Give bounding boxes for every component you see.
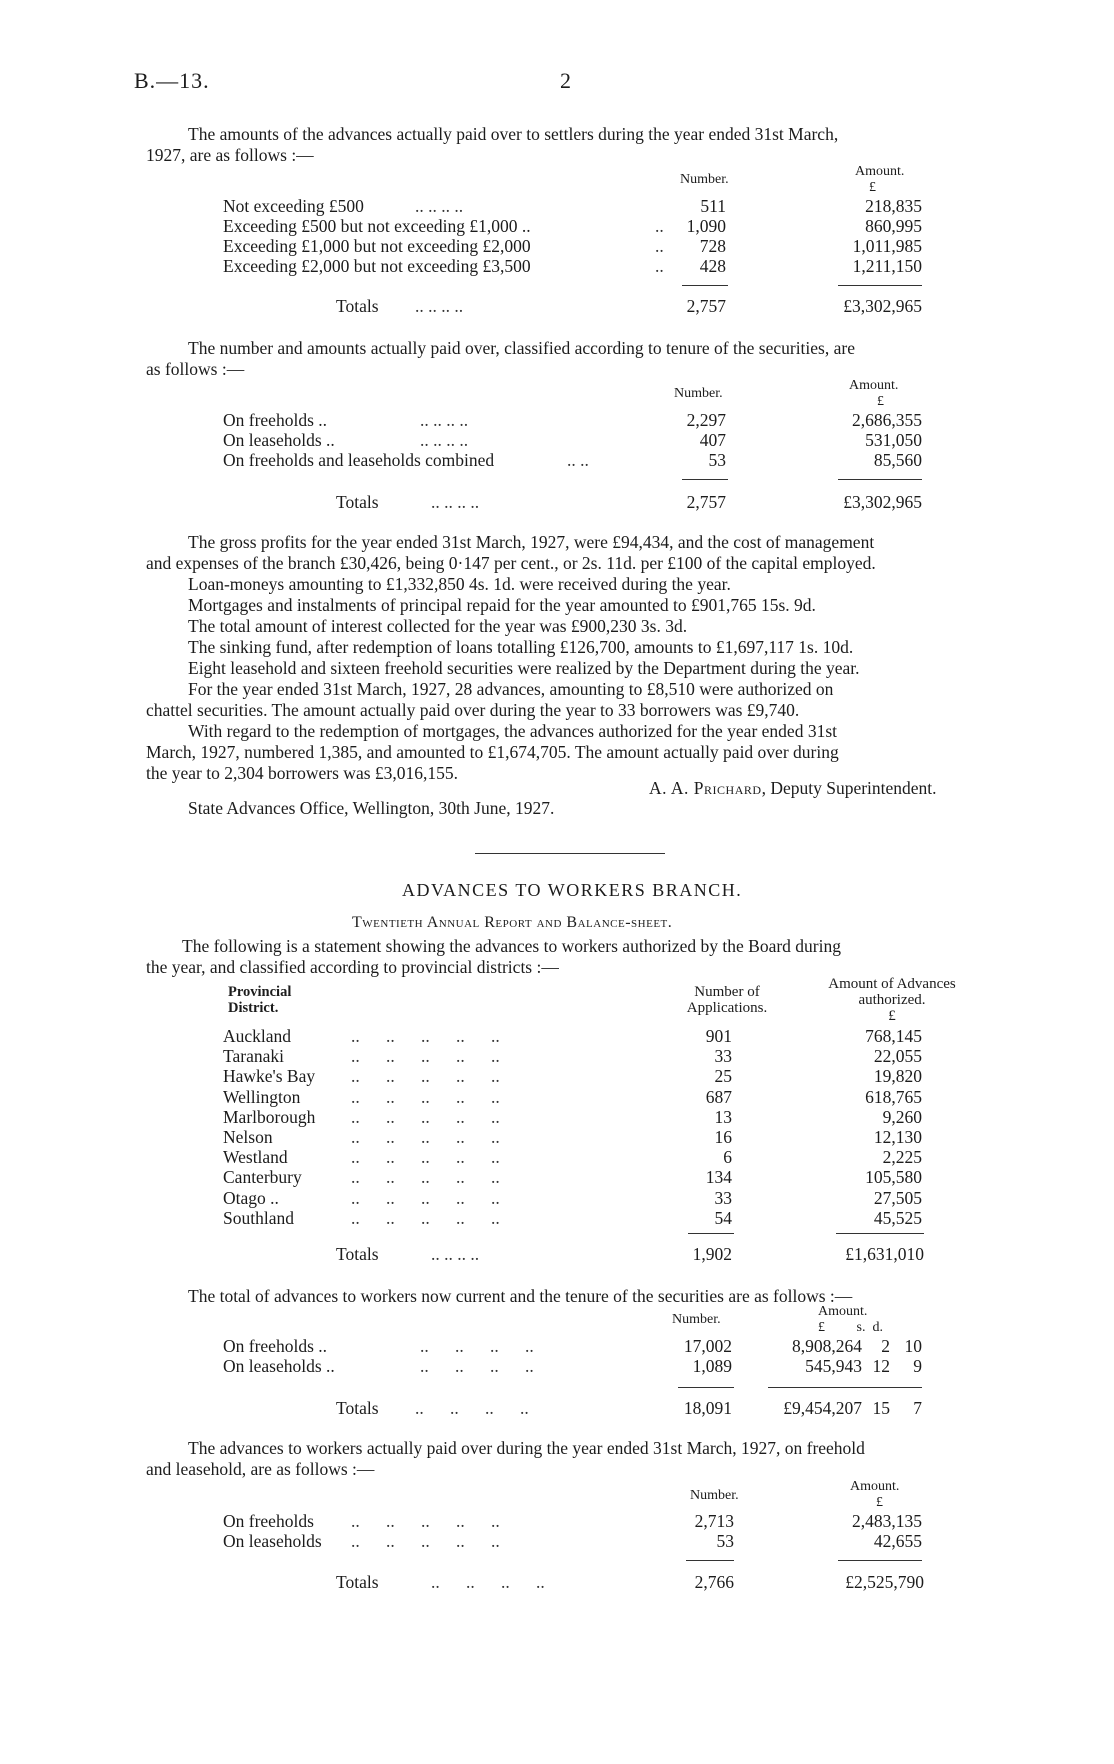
table-cell-number: 53 [708, 450, 726, 470]
leader-dots: .. .. .. .. .. [351, 1147, 500, 1167]
leader-dots: .. .. .. .. .. [351, 1511, 500, 1531]
totals-number: 2,757 [686, 492, 726, 512]
totals-amount: £1,631,010 [845, 1244, 924, 1264]
table-cell-amount: 768,145 [865, 1026, 922, 1046]
table-cell-number: 407 [699, 430, 726, 450]
totals-rule [838, 479, 922, 480]
table-cell-pence: 9 [913, 1356, 922, 1376]
report-paragraphs: The gross profits for the year ended 31st March, 1927, were £94,434, and the cost of management and expenses of the branch £30,426, being 0·147 per cent., or 2s. 11d. per £100 of the capital employed. Loan-moneys amounting to £1,332,850 4s. 1d. were received during the year. Mortgages and instalments of principal repaid for the year amounted to £901,765 15s. 9d. The total amount of interest collected for the year was £900,230 3s. 3d. The sinking fund, after redemption of loans totalling £126,700, amounts to £1,697,117 1s. 10d. Eight leasehold and sixteen freehold securities were realized by the Department during the year. For the year ended 31st March, 1927, 28 advances, amounting to £8,510 were authorized on chattel securities. The amount actually paid over during the year to 33 borrowers was £9,740. With regard to the redemption of mortgages, the advances authorized for the year ended 31st March, 1927, numbered 1,385, and amounted to £1,674,705. The amount actually paid over during the year to 2,304 borrowers was £3,016,155. [146, 532, 876, 783]
table-cell-amount: 218,835 [865, 196, 922, 216]
table-row-label: On freeholds .. [223, 410, 328, 430]
table-cell-amount: 42,655 [873, 1531, 922, 1551]
table-row-district: Taranaki [223, 1046, 284, 1066]
leader-dots: .. .. .. .. .. [351, 1066, 500, 1086]
table-row-district: Otago .. [223, 1188, 279, 1208]
leader-dots: .. .. .. .. [415, 296, 464, 316]
table-cell-amount: 12,130 [873, 1127, 922, 1147]
totals-number: 18,091 [683, 1398, 732, 1418]
leader-dots: .. [655, 236, 664, 256]
totals-rule [688, 1233, 734, 1234]
totals-rule [838, 285, 922, 286]
col-header-amount: Amount. [855, 164, 905, 179]
table-cell-number: 25 [714, 1066, 732, 1086]
col-header-amount: Amount. [849, 378, 899, 393]
leader-dots: .. .. [567, 450, 589, 470]
table-cell-shillings: 12 [872, 1356, 890, 1376]
table-cell-amount: 9,260 [882, 1107, 922, 1127]
table-cell-amount: 1,011,985 [852, 236, 922, 256]
table-cell-shillings: 2 [881, 1336, 890, 1356]
leader-dots: .. .. .. .. .. [351, 1188, 500, 1208]
col-header-number: Number. [672, 1312, 721, 1327]
table-cell-number: 13 [714, 1107, 732, 1127]
table-row-label: On freeholds .. [223, 1336, 328, 1356]
col-header-amount: Amount. [818, 1304, 868, 1319]
table-row-label: On leaseholds [223, 1531, 322, 1551]
table-cell-number: 17,002 [683, 1336, 732, 1356]
totals-amount: £2,525,790 [845, 1572, 924, 1592]
table-cell-number: 134 [705, 1167, 732, 1187]
signatory-name: A. A. Prichard [649, 778, 762, 798]
totals-shillings: 15 [872, 1398, 890, 1418]
totals-rule [768, 1387, 922, 1388]
leader-dots: .. .. .. .. .. [351, 1127, 500, 1147]
table-cell-amount: 19,820 [873, 1066, 922, 1086]
table-cell-number: 901 [705, 1026, 732, 1046]
leader-dots: .. .. .. .. .. [351, 1107, 500, 1127]
table-row-district: Auckland [223, 1026, 292, 1046]
leader-dots: .. .. .. .. [420, 430, 469, 450]
page-number: 2 [560, 68, 571, 93]
col-header-district: Provincial District. [228, 984, 292, 1016]
table-row-label: On leaseholds .. [223, 430, 335, 450]
leader-dots: .. [655, 216, 664, 236]
table-cell-amount: 45,525 [873, 1208, 922, 1228]
leader-dots: .. .. .. .. .. [351, 1046, 500, 1066]
table-cell-number: 511 [700, 196, 726, 216]
totals-amount: £3,302,965 [843, 296, 922, 316]
table-cell-amount: 860,995 [865, 216, 922, 236]
col-header-currency: £ [877, 394, 884, 409]
totals-label: Totals [336, 1398, 379, 1418]
table-cell-amount: 2,225 [882, 1147, 922, 1167]
totals-number: 2,757 [686, 296, 726, 316]
col-header-amount: Amount. [850, 1479, 900, 1494]
table-row-district: Nelson [223, 1127, 273, 1147]
col-header-number: Number. [674, 386, 723, 401]
signature [649, 778, 937, 799]
section1-intro: The amounts of the advances actually paid over to settlers during the year ended 31st March, 1927, are as follows :— [146, 124, 839, 165]
col-header-number: Number. [690, 1488, 739, 1503]
leader-dots: .. .. .. .. [431, 1244, 480, 1264]
table-cell-number: 2,297 [686, 410, 726, 430]
totals-number: 2,766 [694, 1572, 734, 1592]
table-cell-amount: 85,560 [873, 450, 922, 470]
table-cell-number: 16 [714, 1127, 732, 1147]
signatory-title: , Deputy Superintendent. [761, 778, 937, 798]
table-cell-number: 33 [714, 1046, 732, 1066]
table-cell-pounds: 8,908,264 [792, 1336, 862, 1356]
workers-intro: The following is a statement showing the advances to workers authorized by the Board during the year, and classified according to provincial districts :— [146, 936, 842, 977]
table-cell-amount: 2,686,355 [852, 410, 922, 430]
table-row-district: Hawke's Bay [223, 1066, 316, 1086]
table-row-district: Wellington [223, 1087, 301, 1107]
col-header-currency: £ [869, 180, 876, 195]
section-title: ADVANCES TO WORKERS BRANCH. [402, 880, 743, 900]
section2-intro: The number and amounts actually paid over, classified according to tenure of the securities, are as follows :— [146, 338, 855, 379]
paid-intro: The advances to workers actually paid over during the year ended 31st March, 1927, on freehold and leasehold, are as follows :— [146, 1438, 865, 1479]
leader-dots: .. .. .. .. [431, 492, 480, 512]
table-row-label: Exceeding £500 but not exceeding £1,000 .. [223, 216, 531, 236]
table-row-label: On freeholds [223, 1511, 314, 1531]
totals-pounds: £9,454,207 [783, 1398, 862, 1418]
leader-dots: .. .. .. .. .. [351, 1026, 500, 1046]
table-cell-number: 687 [705, 1087, 732, 1107]
leader-dots: .. .. .. .. .. [351, 1531, 500, 1551]
table-cell-amount: 618,765 [865, 1087, 922, 1107]
totals-rule [838, 1560, 922, 1561]
leader-dots: .. .. .. .. [420, 1356, 534, 1376]
table-cell-pounds: 545,943 [805, 1356, 862, 1376]
col-header-applications: Number of Applications. [686, 984, 768, 1016]
table-cell-number: 6 [723, 1147, 732, 1167]
section-divider [475, 853, 665, 854]
table-cell-number: 728 [699, 236, 726, 256]
current-intro: The total of advances to workers now current and the tenure of the securities are as follows :— [188, 1286, 853, 1306]
totals-rule [682, 479, 728, 480]
totals-label: Totals [336, 492, 379, 512]
leader-dots: .. .. .. .. [415, 196, 464, 216]
table-row-label: Exceeding £2,000 but not exceeding £3,500 [223, 256, 531, 276]
table-row-label: On freeholds and leaseholds combined [223, 450, 495, 470]
leader-dots: .. .. .. .. .. [351, 1167, 500, 1187]
page-code: B.—13. [134, 68, 210, 93]
table-cell-number: 53 [716, 1531, 734, 1551]
totals-rule [686, 1560, 734, 1561]
leader-dots: .. [655, 256, 664, 276]
totals-number: 1,902 [692, 1244, 732, 1264]
table-cell-number: 54 [714, 1208, 732, 1228]
table-cell-amount: 105,580 [865, 1167, 922, 1187]
table-cell-amount: 2,483,135 [852, 1511, 922, 1531]
leader-dots: .. .. .. .. [420, 1336, 534, 1356]
leader-dots: .. .. .. .. [415, 1398, 529, 1418]
table-row-district: Southland [223, 1208, 294, 1228]
table-cell-number: 2,713 [694, 1511, 734, 1531]
col-header-currency: £ [876, 1495, 883, 1510]
table-row-district: Canterbury [223, 1167, 302, 1187]
col-header-number: Number. [680, 172, 729, 187]
table-cell-amount: 22,055 [873, 1046, 922, 1066]
leader-dots: .. .. .. .. .. [351, 1208, 500, 1228]
totals-pence: 7 [913, 1398, 922, 1418]
totals-label: Totals [336, 1244, 379, 1264]
table-cell-amount: 531,050 [865, 430, 922, 450]
table-row-label: On leaseholds .. [223, 1356, 335, 1376]
totals-rule [836, 1233, 924, 1234]
table-cell-number: 428 [699, 256, 726, 276]
table-cell-number: 1,089 [692, 1356, 732, 1376]
table-row-label: Exceeding £1,000 but not exceeding £2,000 [223, 236, 531, 256]
table-row-label: Not exceeding £500 [223, 196, 364, 216]
totals-amount: £3,302,965 [843, 492, 922, 512]
section-subtitle: Twentieth Annual Report and Balance-sheet. [352, 914, 673, 931]
col-header-advances: Amount of Advances authorized. £ [828, 976, 956, 1024]
col-header-units: £ s. d. [818, 1320, 883, 1335]
leader-dots: .. .. .. .. [431, 1572, 545, 1592]
table-row-district: Westland [223, 1147, 288, 1167]
leader-dots: .. .. .. .. [420, 410, 469, 430]
office-line: State Advances Office, Wellington, 30th June, 1927. [188, 798, 555, 818]
table-cell-pence: 10 [904, 1336, 922, 1356]
table-row-district: Marlborough [223, 1107, 316, 1127]
table-cell-amount: 1,211,150 [852, 256, 922, 276]
table-cell-amount: 27,505 [873, 1188, 922, 1208]
totals-label: Totals [336, 1572, 379, 1592]
table-cell-number: 1,090 [686, 216, 726, 236]
totals-rule [678, 1387, 734, 1388]
totals-rule [682, 285, 728, 286]
table-cell-number: 33 [714, 1188, 732, 1208]
totals-label: Totals [336, 296, 379, 316]
leader-dots: .. .. .. .. .. [351, 1087, 500, 1107]
